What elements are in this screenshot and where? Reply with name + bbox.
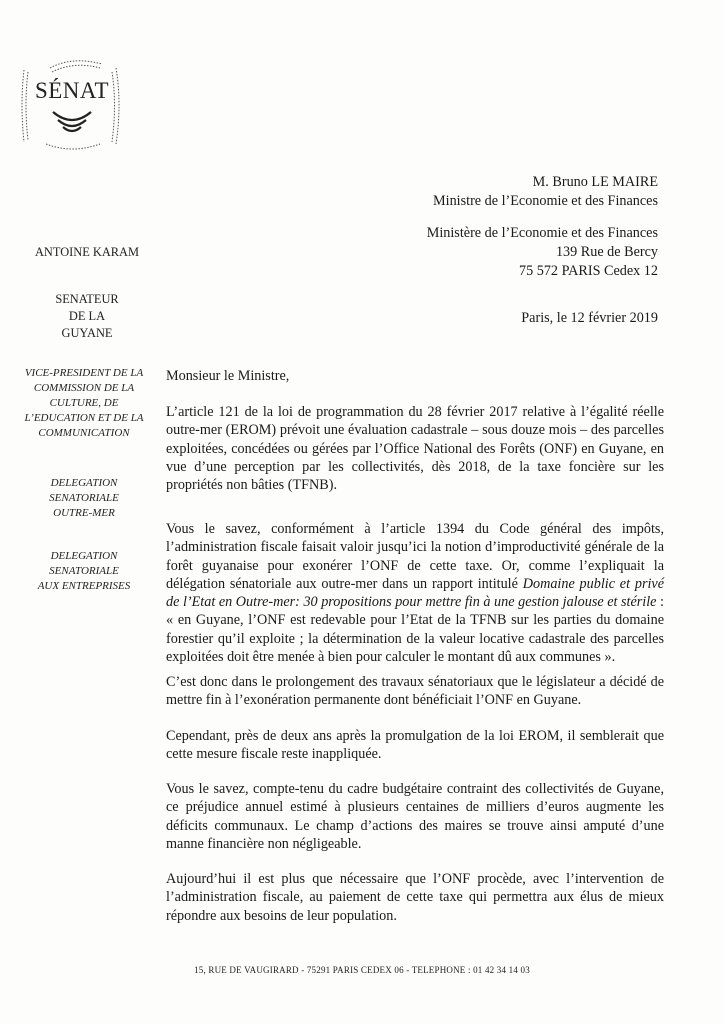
paragraph-2	[166, 520, 664, 666]
vice-president-line: L’EDUCATION ET DE LA	[24, 412, 144, 424]
date-line: Paris, le 12 février 2019	[521, 310, 658, 326]
paragraph-2-end: : « en Guyane, l’ONF est redevable pour l’Etat de la TFNB sur les parties du domaine forestier qu’il exploite ; la détermination de la valeur locative cadastrale des parcelles exploitées doit être menée à bien pour calculer le montant dû aux communes ».	[166, 594, 664, 666]
report-title: Domaine public et privé de l’Etat en Outre-mer: 30 propositions pour mettre fin à une gestion jalouse et stérile	[166, 575, 665, 611]
delegation-outre-mer	[10, 476, 158, 521]
recipient-name: M. Bruno LE MAIRE	[532, 174, 658, 190]
senat-seal-icon	[16, 54, 128, 154]
sender-role-line: SENATEUR	[55, 292, 119, 306]
paragraph-1: L’article 121 de la loi de programmation du 28 février 2017 relative à l’égalité réelle outre-mer (EROM) prévoit une évaluation cadastrale – sous douze mois – des parcelles exploitées, concédées ou gérées par l’Office National des Forêts (ONF) en Guyane, en vue d’une perception par les collectivités, dès 2018, de la taxe foncière sur les propriétés non bâties (TFNB).	[166, 404, 664, 494]
recipient-org: Ministère de l’Economie et des Finances	[426, 225, 658, 241]
recipient-street: 139 Rue de Bercy	[555, 244, 658, 260]
delegation-line: AUX ENTREPRISES	[37, 580, 131, 592]
senat-logo-text: SÉNAT	[34, 78, 110, 103]
vice-president-title	[10, 366, 158, 441]
paragraph-5: Vous le savez, compte-tenu du cadre budgétaire contraint des collectivités de Guyane, ce préjudice annuel estimé à plusieurs centaines de milliers d’euros augmente les déficits communaux. Le champ d’actions des maires se trouve ainsi amputé d’une manne financière non négligeable.	[166, 781, 664, 852]
delegation-entreprises	[10, 549, 158, 594]
paragraph-3: C’est donc dans le prolongement des travaux sénatoriaux que le législateur a décidé de mettre fin à l’exonération permanente dont bénéficiait l’ONF en Guyane.	[166, 674, 664, 709]
vice-president-line: CULTURE, DE	[49, 397, 119, 409]
sender-name: ANTOINE KARAM	[34, 245, 140, 259]
recipient-address	[298, 224, 658, 281]
delegation-line: SENATORIALE	[49, 492, 119, 504]
vice-president-line: COMMISSION DE LA	[33, 382, 135, 394]
delegation-line: SENATORIALE	[49, 565, 119, 577]
paragraph-6: Aujourd’hui il est plus que nécessaire que l’ONF procède, avec l’intervention de l’administration fiscale, au paiement de cette taxe qui permettra aux élus de mieux répondre aux besoins de leur population.	[166, 871, 664, 924]
sender-role	[22, 291, 152, 342]
footer-address: 15, RUE DE VAUGIRARD - 75291 PARIS CEDEX 06 - TELEPHONE : 01 42 34 14 03	[194, 965, 530, 975]
delegation-line: DELEGATION	[50, 477, 118, 489]
sender-role-line: DE LA	[68, 309, 106, 323]
sender-role-line: GUYANE	[61, 326, 113, 340]
delegation-line: OUTRE-MER	[53, 507, 115, 519]
senat-logo	[16, 54, 128, 154]
vice-president-line: VICE-PRESIDENT DE LA	[24, 367, 144, 379]
recipient-city: 75 572 PARIS Cedex 12	[519, 263, 658, 279]
recipient-title: Ministre de l’Economie et des Finances	[433, 193, 658, 209]
paragraph-2-start: Vous le savez, conformément à l’article 1394 du Code général des impôts, l’administration fiscale faisait valoir jusqu’ici la notion d’improductivité générale de la forêt guyanaise pour exonérer l’ONF de cette taxe. Or, comme l’expliquait la délégation sénatoriale aux outre-mer dans un rapport intitulé	[166, 521, 664, 592]
vice-president-line: COMMUNICATION	[38, 427, 130, 439]
recipient-name-block	[298, 173, 658, 211]
paragraph-4: Cependant, près de deux ans après la promulgation de la loi EROM, il semblerait que cette mesure fiscale reste inappliquée.	[166, 728, 664, 763]
delegation-line: DELEGATION	[50, 550, 118, 562]
salutation: Monsieur le Ministre,	[166, 368, 290, 384]
